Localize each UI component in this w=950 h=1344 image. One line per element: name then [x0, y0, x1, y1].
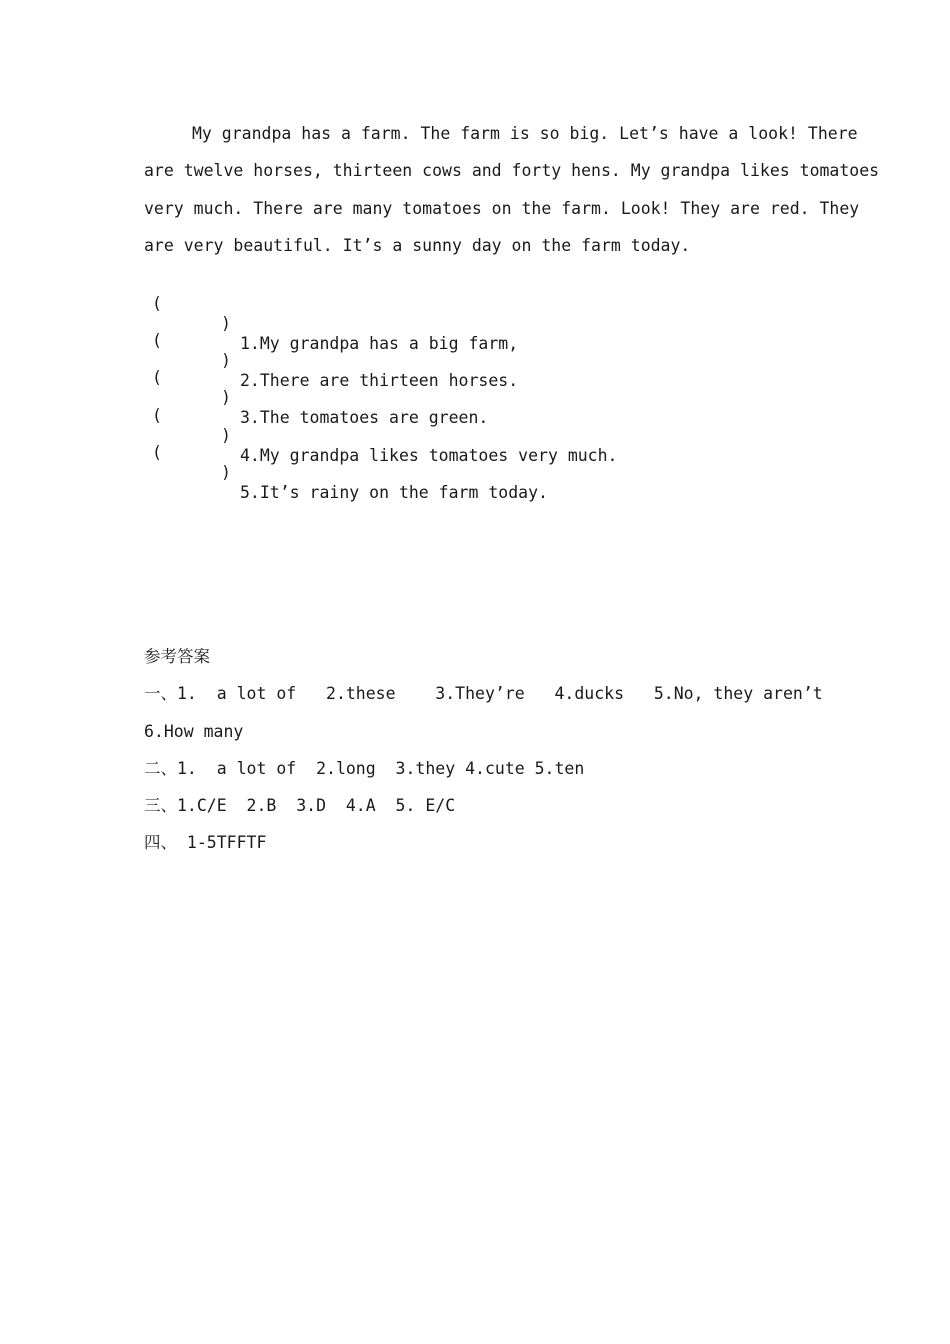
answer-blank-open: (: [152, 331, 162, 350]
answer-line-1: 一、1. a lot of 2.these 3.They’re 4.ducks 5.No, they aren’t: [144, 684, 823, 703]
answer-blank-close: ): [221, 351, 231, 370]
answer-blank-open: (: [152, 368, 162, 387]
question-text: 3.The tomatoes are green.: [240, 408, 489, 427]
answer-blank-close: ): [221, 388, 231, 407]
question-text: 4.My grandpa likes tomatoes very much.: [240, 446, 618, 465]
passage-line-4: are very beautiful. It’s a sunny day on the farm today.: [144, 236, 691, 255]
answer-blank-open: (: [152, 443, 162, 462]
passage-line-3: very much. There are many tomatoes on the farm. Look! They are red. They: [144, 199, 860, 218]
answer-blank-close: ): [221, 426, 231, 445]
question-text: 1.My grandpa has a big farm,: [240, 334, 519, 353]
answer-blank-open: (: [152, 406, 162, 425]
question-text: 5.It’s rainy on the farm today.: [240, 483, 548, 502]
answer-blank-close: ): [221, 463, 231, 482]
answer-blank-open: (: [152, 294, 162, 313]
passage-line-2: are twelve horses, thirteen cows and forty hens. My grandpa likes tomatoes: [144, 161, 880, 180]
answer-line-5: 四、 1-5TFFTF: [144, 833, 267, 852]
question-text: 2.There are thirteen horses.: [240, 371, 519, 390]
answer-line-3: 二、1. a lot of 2.long 3.they 4.cute 5.ten: [144, 759, 585, 778]
answer-line-2: 6.How many: [144, 722, 244, 741]
answer-line-4: 三、1.C/E 2.B 3.D 4.A 5. E/C: [144, 796, 456, 815]
passage-line-1: My grandpa has a farm. The farm is so big. Let’s have a look! There: [192, 124, 858, 143]
question-1: [0, 274, 950, 353]
answers-heading: 参考答案: [144, 647, 210, 666]
answer-blank-close: ): [221, 314, 231, 333]
